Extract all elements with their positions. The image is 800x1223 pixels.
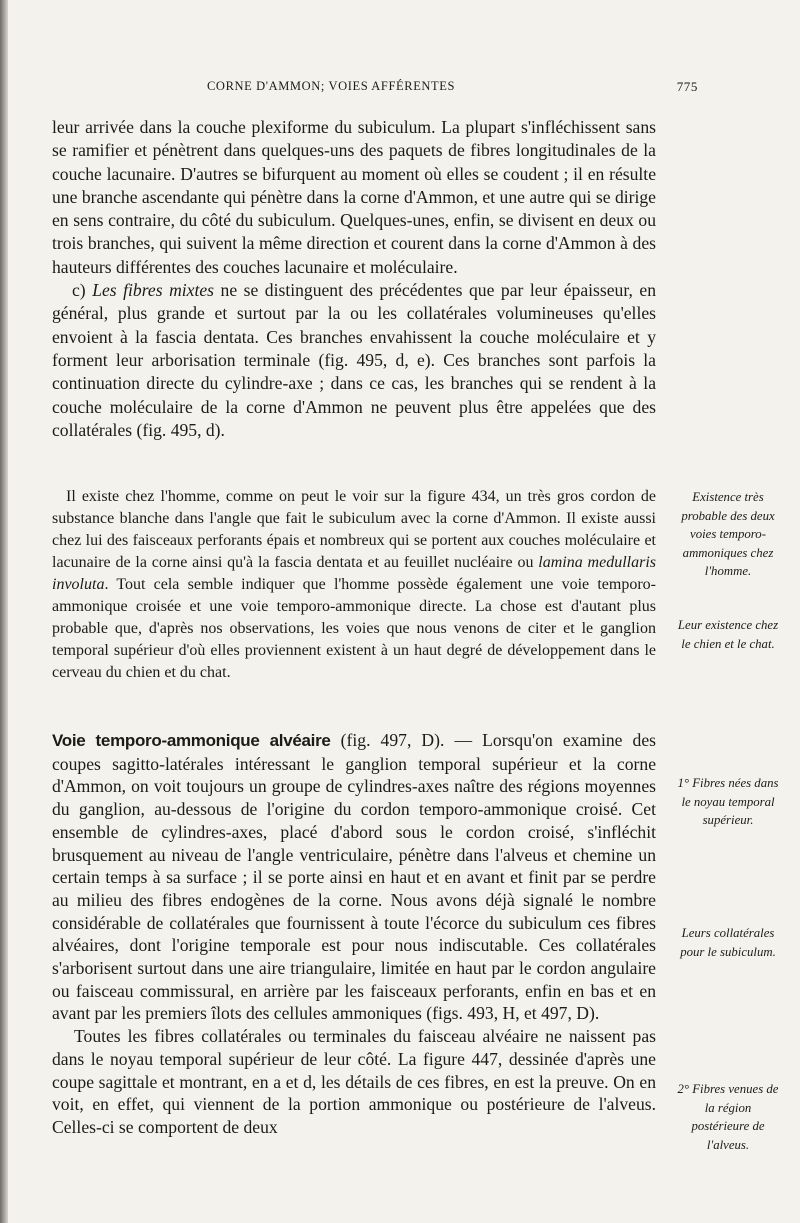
paragraph-body: ne se distinguent des précédentes que par leur épaisseur, en général, plus grande et surtout par la ou les collatérales volumineuses qu'elles envoient à la fascia dentata. Ces branches envahissent la couche moléculaire et y forment leur arborisation terminale (fig. 495, d, e). Ces branches sont parfois la continuation directe du cylindre-axe ; dans ce cas, les branches qui se rendent à la couche moléculaire de la corne d'Ammon ne peuvent plus être appelées que des collatérales (fig. 495, d). bbox=[52, 280, 656, 440]
main-text-block bbox=[52, 116, 656, 442]
section-voie-alveaire bbox=[52, 729, 656, 1139]
list-label: c) bbox=[72, 280, 93, 301]
page-binding-shadow bbox=[0, 0, 8, 1223]
small-print-block bbox=[52, 486, 656, 684]
paragraph-body: (fig. 497, D). — Lorsqu'on examine des coupes sagitto-latérales intéressant le ganglion temporal supérieur et la corne d'Ammon, on voit toujours un groupe de cylindres-axes naître des régions moyennes du ganglion, au-dessous de l'origine du cordon temporo-ammonique croisé. Cet ensemble de cylindres-axes, placé d'abord sous le cordon croisé, s'infléchit brusquement au niveau de l'angle ventriculaire, pénètre dans l'alveus et chemine un certain temps à sa surface ; il se porte ainsi en haut et en avant et finit par se perdre au milieu des fibres endogènes de la corne. Nous avons déjà signalé le nombre considérable de collatérales que fournissent à toute l'écorce du subiculum ces fibres alvéaires, dont l'origine temporale est pour nous indiscutable. Ces collatérales s'arborisent surtout dans une aire triangulaire, limitée en haut par le cordon angulaire ou faisceau commissural, en arrière par les faisceaux perforants, enfin en bas et en avant par les premiers îlots des cellules ammoniques (figs. 493, H, et 497, D). bbox=[52, 730, 657, 1024]
margin-note-fibres-noyau: 1° Fibres nées dans le noyau temporal supérieur. bbox=[677, 776, 779, 827]
margin-note-fibres-alveus: 2° Fibres venues de la région postérieure de l'alveus. bbox=[677, 1082, 779, 1152]
paragraph-collaterales: Toutes les fibres collatérales ou terminales du faisceau alvéaire ne naissent pas dans le noyau temporal supérieur de leur côté. La figure 447, dessinée d'après une coupe sagittale et montrant, en a et d, les détails de ces fibres, en est la preuve. On en voit, en effet, qui viennent de la portion ammonique ou postérieure de l'alveus. Celles-ci se comportent de deux bbox=[52, 1026, 656, 1137]
term-lamina: lamina medullaris involuta bbox=[52, 554, 657, 593]
paragraph-fibres-mixtes bbox=[52, 279, 656, 442]
running-head-title: CORNE D'AMMON; VOIES AFFÉRENTES bbox=[207, 79, 456, 93]
margin-note-collaterales: Leurs collatérales pour le subiculum. bbox=[680, 926, 776, 959]
paragraph-text: Il existe chez l'homme, comme on peut le voir sur la figure 434, un très gros cordon de substance blanche dans l'angle que fait le subiculum avec la corne d'Ammon. Il existe aussi chez lui des faisceaux perforants épais et nombreux qui se portent aux couches moléculaire et lacunaire de la corne ainsi qu'à la fascia dentata et au feuillet nucléaire ou bbox=[52, 488, 656, 571]
margin-note-chien-chat: Leur existence chez le chien et le chat. bbox=[677, 618, 779, 651]
paragraph-voie-alveaire bbox=[52, 729, 656, 1025]
paragraph-text: . Tout cela semble indiquer que l'homme possède également une voie temporo-ammonique croisée et une voie temporo-ammonique directe. La chose est d'autant plus probable que, d'après nos observations, les voies que nous venons de citer et le ganglion temporal supérieur d'où elles proviennent existent à un haut degré de développement dans le cerveau du chien et du chat. bbox=[52, 576, 656, 681]
term-fibres-mixtes: Les fibres mixtes bbox=[92, 280, 215, 301]
page-number: 775 bbox=[676, 79, 698, 94]
section-heading: Voie temporo-ammonique alvéaire bbox=[52, 731, 331, 750]
paragraph-continuation: leur arrivée dans la couche plexiforme du subiculum. La plupart s'infléchissent sans se ramifier et pénètrent dans quelques-uns des paquets de fibres longitudinales de la couche lacunaire. D'autres se bifurquent au moment où elles se coudent ; il en résulte une branche ascendante qui pénètre dans la corne d'Ammon, et une autre qui se dirige en sens contraire, du côté du subiculum. Quelques-unes, enfin, se divisent en deux ou trois branches, qui suivent la même direction et courent dans la corne d'Ammon à des hauteurs différentes des couches lacunaire et moléculaire. bbox=[52, 117, 656, 277]
margin-note-existence: Existence très probable des deux voies temporo-ammoniques chez l'homme. bbox=[681, 490, 775, 578]
paragraph-homme bbox=[52, 486, 656, 684]
